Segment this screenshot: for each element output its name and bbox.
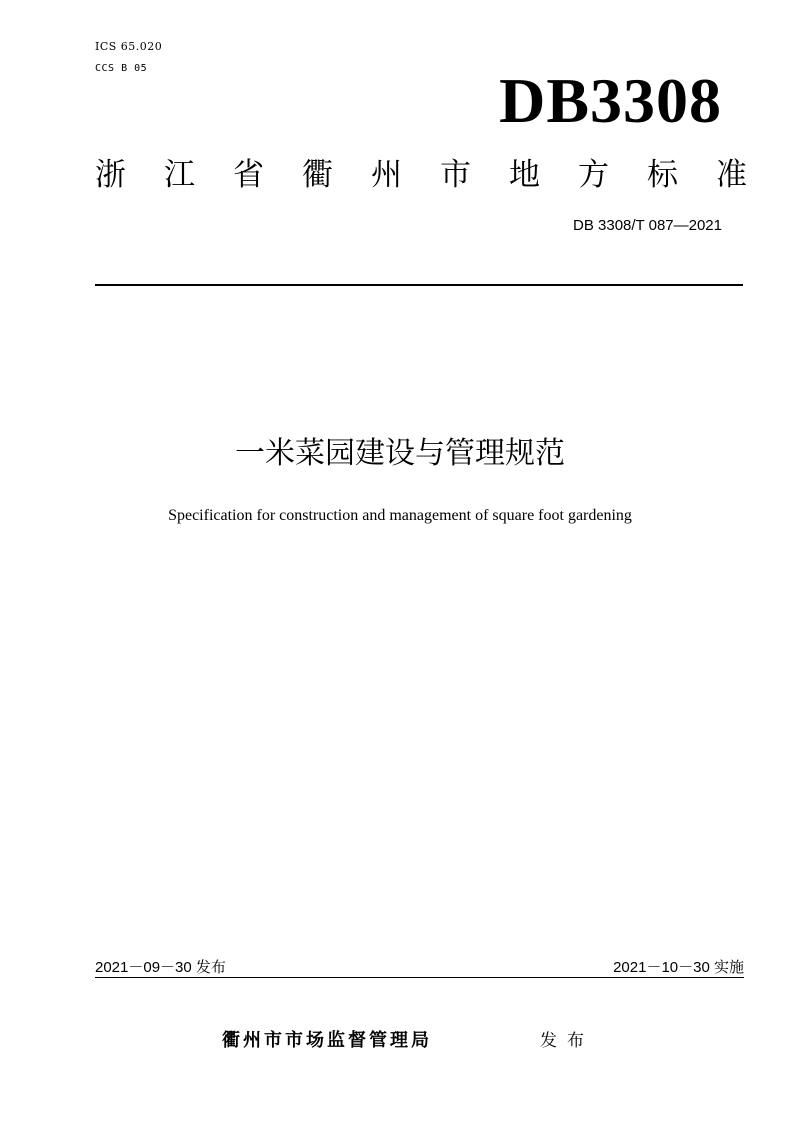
standard-level-heading xyxy=(95,154,747,196)
issue-date: 2021－09－30 发布 xyxy=(95,959,226,976)
top-divider xyxy=(95,284,743,286)
standard-level-char: 标 xyxy=(647,157,678,193)
ics-code: ICS 65.020 xyxy=(95,40,163,53)
standard-level-char: 方 xyxy=(578,157,609,193)
issuing-authority: 衢州市市场监督管理局 xyxy=(222,1030,432,1051)
standard-level-char: 州 xyxy=(371,157,402,193)
issue-label: 发布 xyxy=(540,1031,594,1051)
standard-level-char: 衢 xyxy=(302,157,333,193)
implementation-date: 2021－10－30 实施 xyxy=(613,959,744,976)
standard-number: DB 3308/T 087—2021 xyxy=(573,217,722,234)
ccs-code: CCS B 05 xyxy=(95,63,148,74)
standard-level-char: 准 xyxy=(716,157,747,193)
bottom-divider xyxy=(95,977,744,978)
standard-level-char: 浙 xyxy=(95,157,126,193)
standard-level-char: 地 xyxy=(509,157,540,193)
document-title-english: Specification for construction and management of square foot gardening xyxy=(168,507,632,524)
standard-level-char: 市 xyxy=(440,157,471,193)
standard-level-char: 省 xyxy=(233,157,264,193)
standard-level-char: 江 xyxy=(164,157,195,193)
standard-code-heading: DB3308 xyxy=(499,65,722,136)
document-title-chinese: 一米菜园建设与管理规范 xyxy=(235,436,565,471)
